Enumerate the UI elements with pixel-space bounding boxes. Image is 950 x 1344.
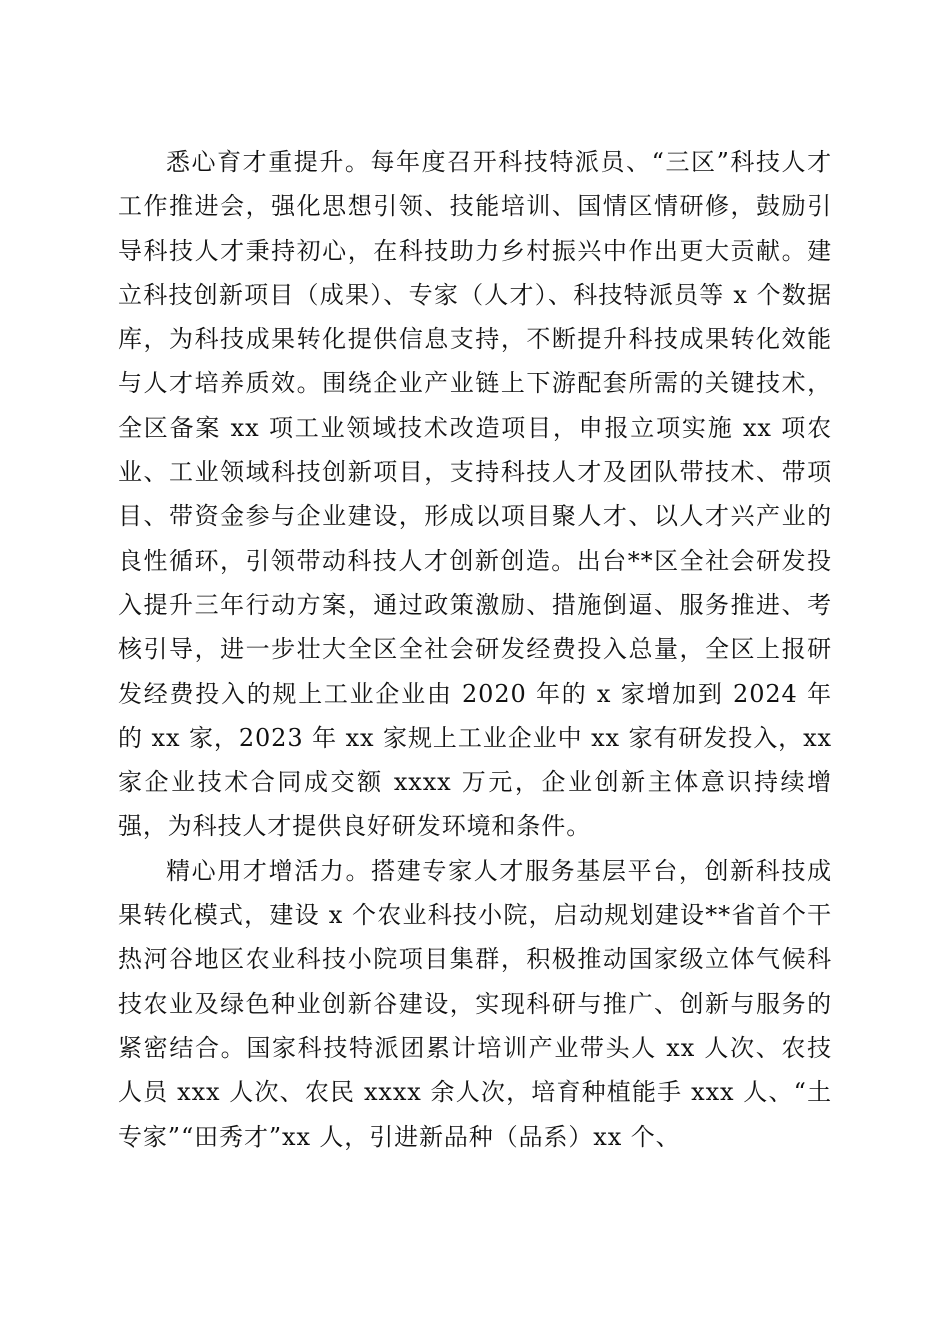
paragraph-talent-cultivation: 悉心育才重提升。每年度召开科技特派员、“三区”科技人才工作推进会，强化思想引领、技能培训、国情区情研修，鼓励引导科技人才秉持初心，在科技助力乡村振兴中作出更大贡献。建立科技创新项目（成果）、专家（人才）、科技特派员等 x 个数据库，为科技成果转化提供信息支持，不断提升科技成果转化效能与人才培养质效。围绕企业产业链上下游配套所需的关键技术，全区备案 xx 项工业领域技术改造项目，申报立项实施 xx 项农业、工业领域科技创新项目，支持科技人才及团队带技术、带项目、带资金参与企业建设，形成以项目聚人才、以人才兴产业的良性循环，引领带动科技人才创新创造。出台**区全社会研发投入提升三年行动方案，通过政策激励、措施倒逼、服务推进、考核引导，进一步壮大全区全社会研发经费投入总量，全区上报研发经费投入的规上工业企业由 2020 年的 x 家增加到 2024 年的 xx 家，2023 年 xx 家规上工业企业中 xx 家有研发投入，xx 家企业技术合同成交额 xxxx 万元，企业创新主体意识持续增强，为科技人才提供良好研发环境和条件。 (118, 148, 832, 841)
paragraph-talent-utilization: 精心用才增活力。搭建专家人才服务基层平台，创新科技成果转化模式，建设 x 个农业科技小院，启动规划建设**省首个干热河谷地区农业科技小院项目集群，积极推动国家级立体气候科技农业及绿色种业创新谷建设，实现科研与推广、创新与服务的紧密结合。国家科技特派团累计培训产业带头人 xx 人次、农技人员 xxx 人次、农民 xxxx 余人次，培育种植能手 xxx 人、“土专家”“田秀才”xx 人，引进新品种（品系）xx 个、 (118, 856, 832, 1151)
document-body (118, 140, 832, 1159)
